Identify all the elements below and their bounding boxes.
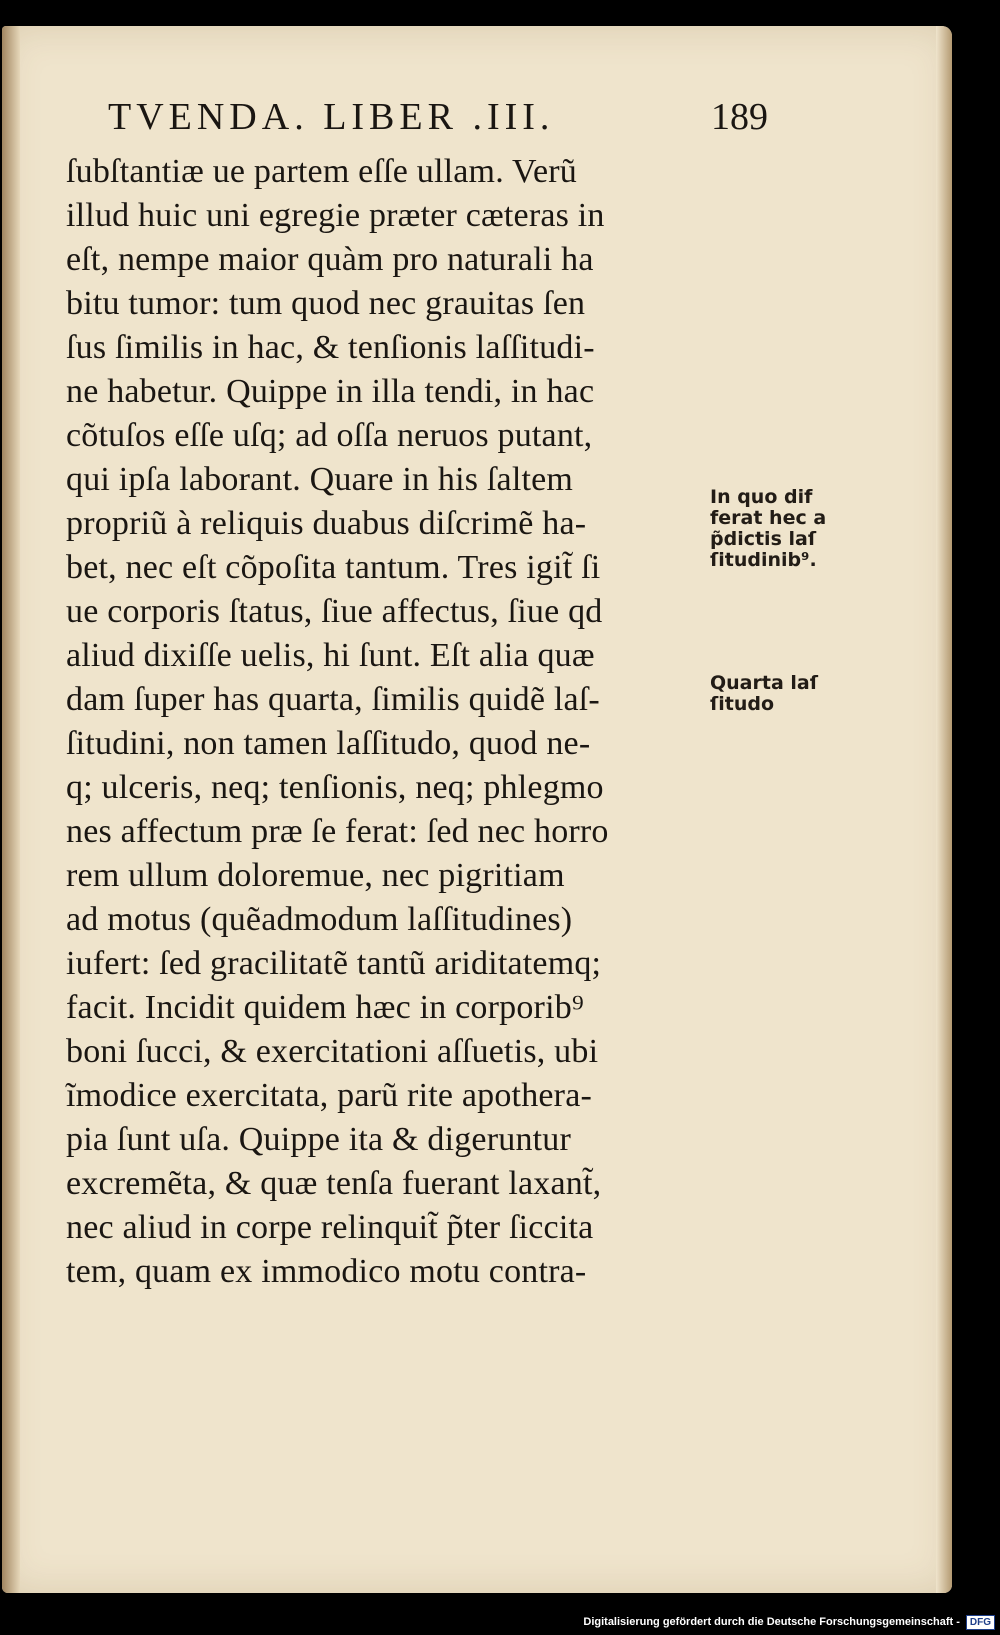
text-line: cõtuſos eſſe uſq; ad oſſa neruos putant,: [66, 417, 593, 454]
running-head: TVENDA. LIBER .III.: [108, 96, 555, 138]
text-line: eſt, nempe maior quàm pro naturali ha: [66, 241, 594, 278]
margin-note-line: p̃dictis laſ: [710, 528, 817, 550]
margin-note-line: ferat hec a: [710, 507, 827, 529]
footer-credit: Digitalisierung gefördert durch die Deutsche Forschungsgemeinschaft -: [583, 1616, 960, 1628]
dfg-logo-icon: DFG: [966, 1615, 995, 1630]
text-line: rem ullum doloremue, nec pigritiam: [66, 857, 565, 894]
text-line: ſitudini, non tamen laſſitudo, quod ne-: [66, 725, 591, 762]
text-line: ſubſtantiæ ue partem eſſe ullam. Verũ: [66, 153, 577, 190]
text-line: propriũ à reliquis duabus diſcrimẽ ha-: [66, 505, 587, 542]
text-line: excremẽta, & quæ tenſa fuerant laxant̃,: [66, 1165, 602, 1202]
margin-note-fourth-lassitude: [710, 673, 860, 715]
text-line: nec aliud in corpe relinquit̃ p̃ter ſiccita: [66, 1209, 594, 1246]
text-line: iufert: ſed gracilitatẽ tantũ ariditatemq;: [66, 945, 602, 982]
text-line: ſus ſimilis in hac, & tenſionis laſſitudi-: [66, 329, 595, 366]
text-line: illud huic uni egregie præter cæteras in: [66, 197, 605, 234]
margin-note-line: In quo dif: [710, 486, 813, 508]
page-header: [108, 92, 768, 142]
margin-note-line: ſitudo: [710, 693, 775, 715]
text-line: nes affectum præ ſe ferat: ſed nec horro: [66, 813, 609, 850]
text-line: ue corporis ſtatus, ſiue affectus, ſiue qd: [66, 593, 603, 630]
text-line: pia ſunt uſa. Quippe ita & digeruntur: [66, 1121, 572, 1158]
margin-note-distinction: [710, 487, 860, 571]
text-line: aliud dixiſſe uelis, hi ſunt. Eſt alia quæ: [66, 637, 595, 674]
text-line: dam ſuper has quarta, ſimilis quidẽ laſ-: [66, 681, 600, 718]
text-line: q; ulceris, neq; tenſionis, neq; phlegmo: [66, 769, 604, 806]
margin-note-line: ſitudinib⁹.: [710, 549, 817, 571]
text-line: ne habetur. Quippe in illa tendi, in hac: [66, 373, 595, 410]
text-line: boni ſucci, & exercitationi aſſuetis, ubi: [66, 1033, 599, 1070]
text-line: ad motus (quẽadmodum laſſitudines): [66, 901, 573, 938]
page-gutter-shadow: [2, 26, 20, 1593]
digitization-footer: [583, 1613, 995, 1631]
text-line: ĩmodice exercitata, parũ rite apothera-: [66, 1077, 593, 1114]
text-line: qui ipſa laborant. Quare in his ſaltem: [66, 461, 574, 498]
text-line: bet, nec eſt cõpoſita tantum. Tres igit̃ ſi: [66, 549, 601, 586]
text-line: bitu tumor: tum quod nec grauitas ſen: [66, 285, 586, 322]
text-line: tem, quam ex immodico motu contra-: [66, 1253, 587, 1290]
text-line: facit. Incidit quidem hæc in corporib⁹: [66, 989, 584, 1026]
page-fore-edge: [936, 26, 952, 1593]
margin-note-line: Quarta laſ: [710, 672, 818, 694]
main-text-block: [66, 150, 716, 1294]
page-number: 189: [711, 96, 768, 138]
